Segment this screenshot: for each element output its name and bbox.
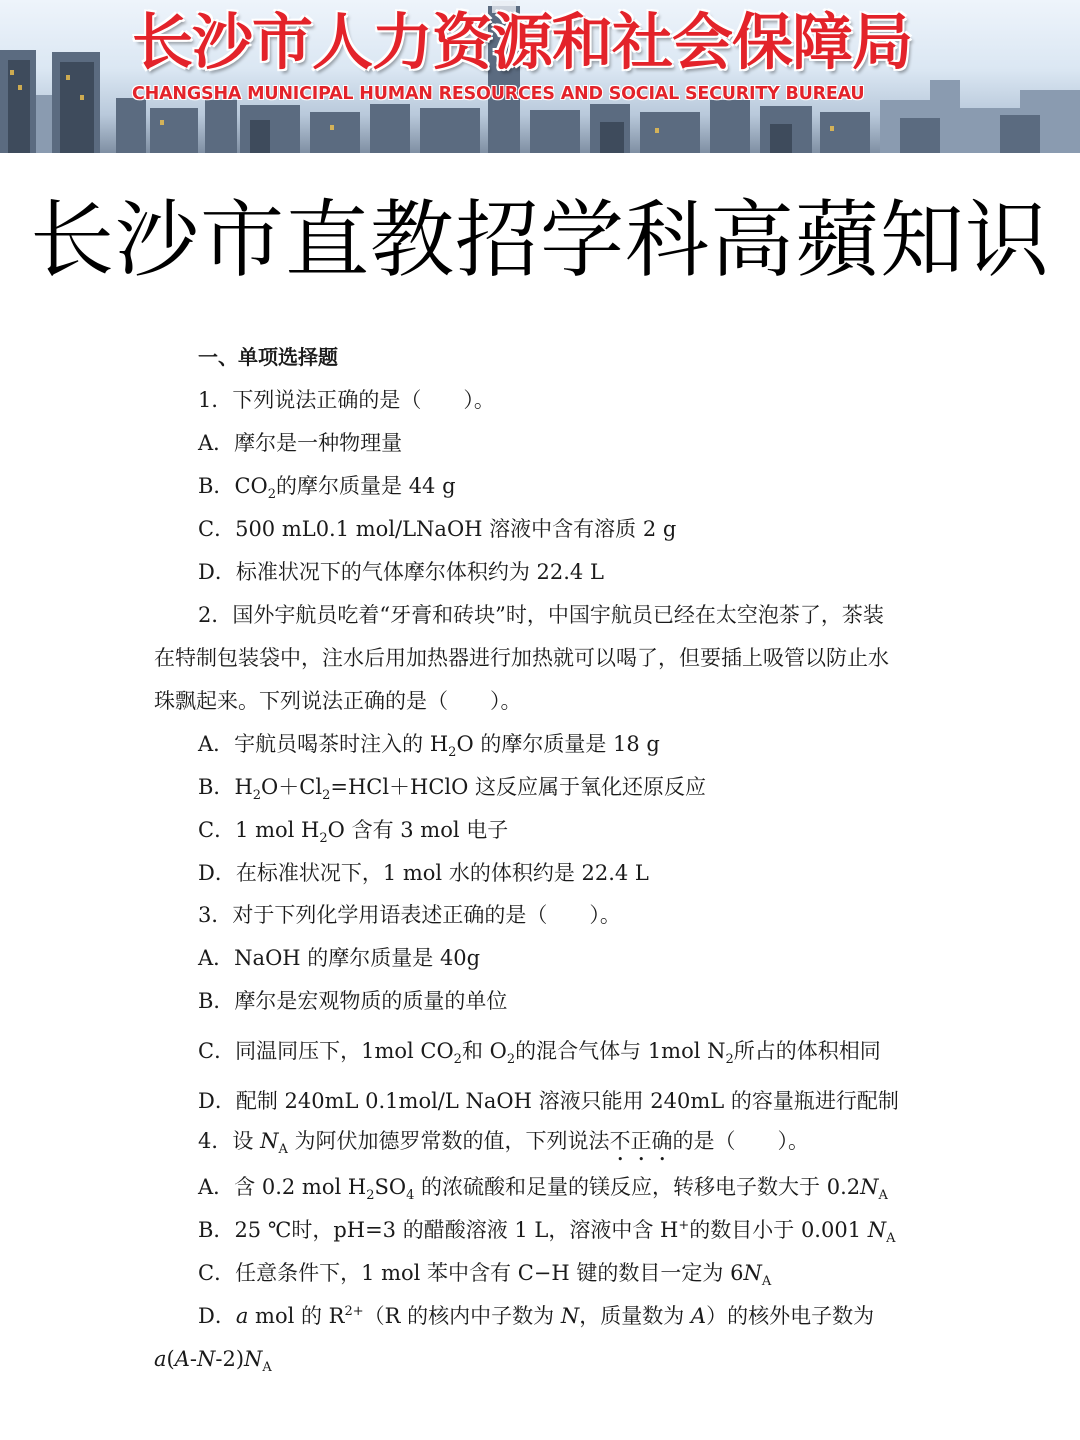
text-fragment: mol 的 R <box>248 1304 345 1328</box>
text-fragment: N <box>244 1347 263 1371</box>
section-heading: 一、单项选择题 <box>198 345 338 369</box>
q4-option-d-continued <box>154 1344 272 1374</box>
text-fragment: 设 <box>232 1129 261 1153</box>
text-fragment: O 的摩尔质量是 18 g <box>456 732 660 756</box>
text-fragment: 配制 240mL 0.1mol/L NaOH 溶液只能用 240mL 的容量瓶进行配制 <box>235 1089 899 1113</box>
q3-option-a <box>198 943 480 973</box>
text-fragment: 2 <box>725 1052 734 1068</box>
text-fragment: SO <box>374 1175 407 1199</box>
question-3-stem <box>198 900 621 930</box>
text-fragment: N <box>743 1261 762 1285</box>
question-2-stem-line-2: 在特制包装袋中，注水后用加热器进行加热就可以喝了，但要插上吸管以防止水 <box>154 646 889 670</box>
text-fragment: 的是（ ）。 <box>672 1129 810 1153</box>
q4-option-c <box>198 1258 771 1288</box>
text-fragment: 摩尔是宏观物质的质量的单位 <box>234 989 508 1013</box>
text-fragment: A <box>262 1360 272 1376</box>
text-fragment: N <box>867 1218 887 1242</box>
text-fragment: 的数目小于 0.001 <box>689 1218 868 1242</box>
text-fragment: A． <box>198 431 235 455</box>
text-fragment: N <box>260 1129 279 1153</box>
text-fragment: B． <box>198 775 235 799</box>
text-fragment: C． <box>198 517 236 541</box>
text-fragment: 任意条件下，1 mol 苯中含有 C−H 键的数目一定为 6 <box>235 1261 744 1285</box>
question-4-stem <box>198 1126 809 1156</box>
text-fragment: ，质量数为 <box>579 1304 691 1328</box>
text-fragment: NaOH 的摩尔质量是 40g <box>234 946 481 970</box>
text-fragment: ）的核外电子数为 <box>706 1304 875 1328</box>
text-fragment: 25 ℃时，pH=3 的醋酸溶液 1 L，溶液中含 H <box>234 1218 679 1242</box>
text-fragment: D． <box>198 1089 236 1113</box>
q2-option-c <box>198 815 508 845</box>
question-number: 4． <box>198 1129 233 1153</box>
text-fragment: a <box>154 1347 167 1371</box>
text-fragment: C． <box>198 818 236 842</box>
text-fragment: 和 O <box>461 1039 507 1063</box>
text-fragment: A <box>878 1188 888 1204</box>
question-number: 2． <box>198 603 233 627</box>
text-fragment: A． <box>198 1175 235 1199</box>
text-fragment: 标准状况下的气体摩尔体积约为 22.4 L <box>235 560 604 584</box>
text-fragment: N <box>197 1347 216 1371</box>
q1-option-c <box>198 514 676 544</box>
text-fragment: 2 <box>448 745 457 761</box>
question-text: 下列说法正确的是（ ）。 <box>232 388 495 412</box>
text-fragment: a <box>235 1304 249 1328</box>
text-fragment: A． <box>198 732 235 756</box>
text-fragment: A． <box>198 946 235 970</box>
text-fragment: 4 <box>406 1188 415 1204</box>
question-number: 3． <box>198 903 233 927</box>
text-fragment: 含 0.2 mol H <box>234 1175 367 1199</box>
text-fragment: N <box>860 1175 879 1199</box>
q3-option-b <box>198 986 507 1016</box>
q3-option-d <box>198 1086 899 1116</box>
text-fragment: =HCl＋HClO 这反应属于氧化还原反应 <box>330 775 707 799</box>
text-fragment: 在标准状况下，1 mol 水的体积约是 22.4 L <box>235 861 649 885</box>
text-fragment: 同温同压下，1mol CO <box>235 1039 454 1063</box>
text-fragment: B． <box>198 1218 235 1242</box>
q1-option-a <box>198 428 402 458</box>
text-fragment: 2+ <box>344 1304 364 1319</box>
text-fragment: 国外宇航员吃着“牙膏和砖块”时，中国宇航员已经在太空泡茶了，茶装 <box>232 603 884 627</box>
text-fragment: A <box>886 1231 896 1247</box>
text-fragment: 摩尔是一种物理量 <box>234 431 403 455</box>
text-fragment: H <box>234 775 253 799</box>
question-number: 1． <box>198 388 233 412</box>
emphasis-not-correct: 不正确 <box>609 1129 673 1153</box>
text-fragment: C． <box>198 1039 236 1063</box>
text-fragment: （R 的核内中子数为 <box>363 1304 561 1328</box>
header-banner <box>0 0 1080 153</box>
text-fragment: 对于下列化学用语表述正确的是（ ）。 <box>232 903 621 927</box>
text-fragment: 为阿伏加德罗常数的值，下列说法 <box>287 1129 610 1153</box>
text-fragment: 的浓硫酸和足量的镁反应，转移电子数大于 0.2 <box>414 1175 861 1199</box>
text-fragment: 所占的体积相同 <box>733 1039 881 1063</box>
text-fragment: A <box>174 1347 190 1371</box>
q4-option-d <box>198 1301 874 1331</box>
text-fragment: 2 <box>366 1188 375 1204</box>
q2-option-b <box>198 772 706 802</box>
question-2-stem-line-3: 珠飘起来。下列说法正确的是（ ）。 <box>154 689 522 713</box>
text-fragment: O＋Cl <box>261 775 323 799</box>
text-fragment: 1 mol H <box>235 818 320 842</box>
text-fragment: 2 <box>506 1052 516 1068</box>
text-fragment: CO <box>234 474 268 498</box>
text-fragment: D． <box>198 560 236 584</box>
question-2-stem-line-1 <box>198 600 884 630</box>
text-fragment: 宇航员喝茶时注入的 H <box>234 732 449 756</box>
text-fragment: A <box>690 1304 707 1328</box>
text-fragment: - <box>189 1347 198 1371</box>
text-fragment: A <box>761 1274 772 1290</box>
text-fragment: C． <box>198 1261 236 1285</box>
text-fragment: N <box>560 1304 580 1328</box>
q1-option-b <box>198 471 456 501</box>
text-fragment: O 含有 3 mol 电子 <box>327 818 509 842</box>
text-fragment: 2 <box>252 788 262 804</box>
text-fragment: 2 <box>322 788 331 804</box>
text-fragment: D． <box>198 1304 236 1328</box>
text-fragment: B． <box>198 989 235 1013</box>
text-fragment: ( <box>166 1347 175 1371</box>
text-fragment: 2 <box>267 487 277 503</box>
banner-title-cn: 长沙市人力资源和社会保障局 <box>132 7 913 78</box>
text-fragment: D． <box>198 861 236 885</box>
q2-option-a <box>198 729 660 759</box>
q4-option-b <box>198 1215 896 1245</box>
q3-option-c <box>198 1036 881 1066</box>
text-fragment: B． <box>198 474 235 498</box>
q4-option-a <box>198 1172 888 1202</box>
text-fragment: -2) <box>215 1347 245 1371</box>
text-fragment: + <box>678 1218 690 1233</box>
q2-option-d <box>198 858 649 888</box>
text-fragment: 500 mL0.1 mol/LNaOH 溶液中含有溶质 2 g <box>235 517 677 541</box>
text-fragment: A <box>278 1142 288 1158</box>
text-fragment: 的摩尔质量是 44 g <box>276 474 456 498</box>
text-fragment: 2 <box>453 1052 462 1068</box>
question-1-stem <box>198 385 495 415</box>
q1-option-d <box>198 557 604 587</box>
banner-title-en: CHANGSHA MUNICIPAL HUMAN RESOURCES AND SOCIAL SECURITY BUREAU <box>132 84 865 104</box>
text-fragment: 2 <box>319 831 328 847</box>
text-fragment: 的混合气体与 1mol N <box>515 1039 726 1063</box>
page-title: 长沙市直教招学科高蘋知识 <box>29 191 1050 289</box>
